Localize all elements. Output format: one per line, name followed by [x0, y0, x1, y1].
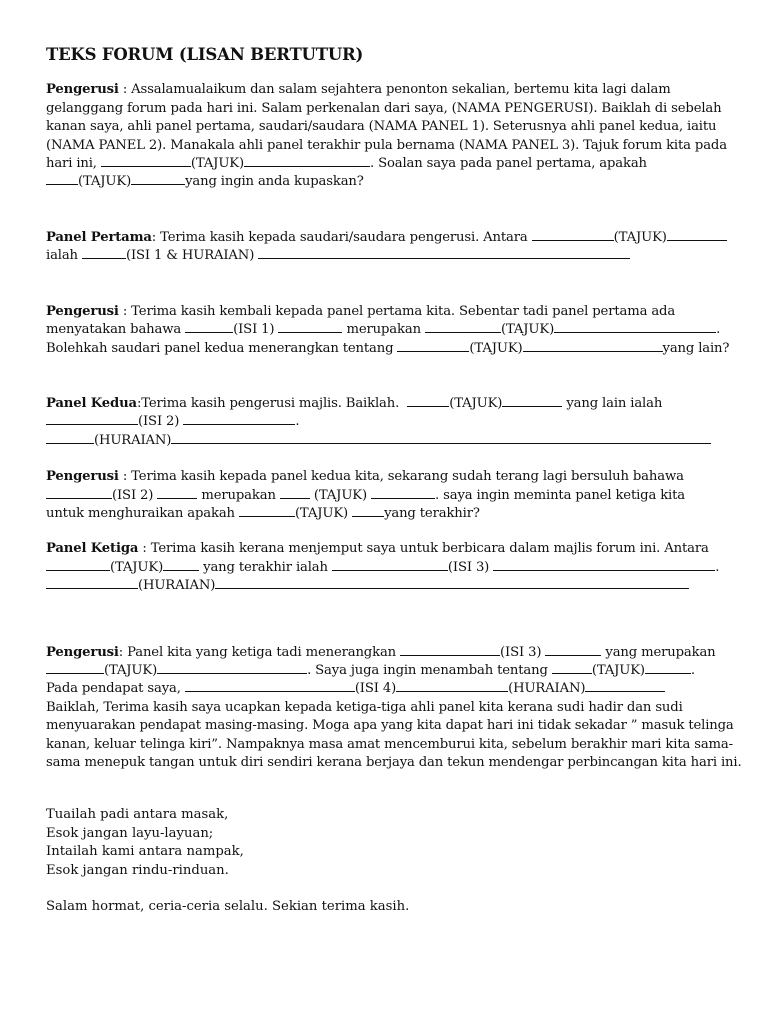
blank-line — [244, 155, 370, 167]
placeholder-tajuk: (TAJUK) — [104, 662, 158, 678]
placeholder-tajuk: (TAJUK) — [294, 505, 349, 521]
text: : Terima kasih kepada panel kedua kita, sekarang sudah terang lagi bersuluh bahawa — [122, 469, 684, 485]
blank-line — [532, 229, 614, 241]
blank-line — [554, 321, 716, 333]
text: yang terakhir ialah — [203, 559, 328, 575]
text: gelanggang forum pada hari ini. Salam perkenalan dari saya, (NAMA PENGERUSI). Baiklah di sebelah — [46, 100, 722, 116]
text: yang merupakan — [605, 644, 716, 660]
blank-line — [407, 395, 449, 407]
text: merupakan — [346, 322, 421, 338]
text: kanan, keluar telinga kiri”. Nampaknya masa amat mencemburui kita, sebelum berakhir mari kita sama- — [46, 736, 733, 752]
paragraph-panel-kedua — [46, 395, 728, 450]
text: . — [715, 559, 720, 575]
text: . — [690, 662, 695, 678]
blank-line — [667, 229, 727, 241]
placeholder-tajuk: (TAJUK) — [500, 322, 555, 338]
placeholder-isi: (ISI 2) — [112, 487, 154, 503]
text: yang ingin anda kupaskan? — [185, 174, 364, 190]
blank-line — [552, 662, 592, 674]
blank-line — [163, 559, 199, 571]
text: menyuarakan pendapat masing-masing. Moga apa yang kita dapat hari ini tidak sekadar ” masuk telinga — [46, 718, 734, 734]
speaker-label: Pengerusi — [46, 469, 119, 485]
placeholder-isi: (ISI 2) — [138, 414, 180, 430]
blank-line — [157, 662, 307, 674]
paragraph-panel-pertama — [46, 229, 728, 266]
blank-line — [278, 321, 342, 333]
blank-line — [46, 432, 94, 444]
blank-line — [185, 680, 355, 692]
text: untuk menghuraikan apakah — [46, 505, 235, 521]
blank-line — [585, 680, 665, 692]
text: :Terima kasih pengerusi majlis. Baiklah. — [136, 395, 400, 411]
paragraph-pengerusi-1 — [46, 81, 728, 191]
blank-line — [523, 340, 663, 352]
placeholder-isi: (ISI 1) — [233, 322, 275, 338]
paragraph-pengerusi-3 — [46, 468, 728, 523]
blank-line — [400, 644, 500, 656]
text: (NAMA PANEL 2). Manakala ahli panel terakhir pula bernama (NAMA PANEL 3). Tajuk forum kita pada — [46, 137, 727, 153]
text: hari ini, — [46, 156, 97, 172]
blank-line — [397, 340, 469, 352]
blank-line — [46, 559, 110, 571]
text: yang lain ialah — [566, 395, 663, 411]
blank-line — [425, 321, 501, 333]
speaker-label: Panel Kedua — [46, 395, 137, 411]
blank-line — [46, 487, 112, 499]
text: : Panel kita yang ketiga tadi menerangkan — [118, 644, 396, 660]
placeholder-tajuk: (TAJUK) — [613, 229, 667, 245]
text: . saya ingin meminta panel ketiga kita — [435, 487, 685, 503]
speaker-label: Pengerusi — [46, 82, 119, 98]
placeholder-tajuk: (TAJUK) — [190, 156, 244, 172]
blank-line — [82, 247, 126, 259]
placeholder-tajuk: (TAJUK) — [469, 340, 523, 356]
blank-line — [183, 413, 295, 425]
text: yang lain? — [662, 340, 730, 356]
blank-line — [171, 432, 711, 444]
blank-line — [157, 487, 197, 499]
text: menyatakan bahawa — [46, 322, 182, 338]
blank-line — [239, 505, 295, 517]
speaker-label: Panel Ketiga — [46, 541, 139, 557]
blank-line — [101, 155, 191, 167]
blank-line — [46, 173, 78, 185]
paragraph-panel-ketiga — [46, 540, 728, 595]
pantun-line: Esok jangan rindu-rinduan. — [46, 862, 229, 878]
pantun-line: Intailah kami antara nampak, — [46, 844, 244, 860]
text: yang terakhir? — [384, 505, 480, 521]
blank-line — [131, 173, 185, 185]
text: . — [716, 322, 721, 338]
text: Baiklah, Terima kasih saya ucapkan kepada ketiga-tiga ahli panel kita kerana sudi hadir dan sudi — [46, 699, 683, 715]
text: . Soalan saya pada panel pertama, apakah — [369, 156, 647, 172]
paragraph-pengerusi-4 — [46, 644, 742, 773]
text: : Terima kasih kerana menjemput saya untuk berbicara dalam majlis forum ini. Antara — [142, 541, 709, 557]
blank-line — [645, 662, 691, 674]
text: Bolehkah saudari panel kedua menerangkan tentang — [46, 340, 394, 356]
blank-line — [185, 321, 233, 333]
placeholder-huraian: (HURAIAN) — [138, 578, 216, 594]
placeholder-isi: (ISI 3) — [500, 644, 542, 660]
document-title: TEKS FORUM (LISAN BERTUTUR) — [46, 45, 364, 64]
blank-line — [502, 395, 562, 407]
placeholder-tajuk: (TAJUK) — [110, 559, 164, 575]
pantun — [46, 806, 728, 880]
placeholder-tajuk: (TAJUK) — [591, 662, 645, 678]
placeholder-tajuk: (TAJUK) — [449, 395, 503, 411]
placeholder-huraian: (HURAIAN) — [94, 432, 172, 448]
blank-line — [215, 577, 689, 589]
speaker-label: Pengerusi — [46, 303, 119, 319]
pantun-line: Tuailah padi antara masak, — [46, 807, 229, 823]
blank-line — [46, 577, 138, 589]
blank-line — [258, 247, 630, 259]
text: kanan saya, ahli panel pertama, saudari/saudara (NAMA PANEL 1). Seterusnya ahli panel kedua, iaitu — [46, 119, 717, 135]
blank-line — [280, 487, 310, 499]
placeholder-isi: (ISI 1 & HURAIAN) — [125, 248, 255, 264]
blank-line — [493, 559, 715, 571]
blank-line — [396, 680, 508, 692]
blank-line — [371, 487, 435, 499]
text: merupakan — [201, 487, 276, 503]
text: : Terima kasih kembali kepada panel pertama kita. Sebentar tadi panel pertama ada — [122, 303, 676, 319]
speaker-label: Panel Pertama — [46, 229, 152, 245]
text: sama menepuk tangan untuk diri sendiri kerana berjaya dan tekun mendengar perbincangan kita hari ini. — [46, 755, 742, 770]
placeholder-tajuk: (TAJUK) — [313, 487, 367, 503]
blank-line — [332, 559, 448, 571]
placeholder-tajuk: (TAJUK) — [78, 174, 132, 190]
blank-line — [352, 505, 384, 517]
blank-line — [46, 413, 138, 425]
closing-line: Salam hormat, ceria-ceria selalu. Sekian terima kasih. — [46, 899, 410, 915]
speaker-label: Pengerusi — [46, 644, 119, 660]
text: : Terima kasih kepada saudari/saudara pengerusi. Antara — [151, 229, 528, 245]
placeholder-isi: (ISI 4) — [354, 681, 397, 697]
text: . Saya juga ingin menambah tentang — [307, 662, 548, 678]
placeholder-huraian: (HURAIAN) — [508, 681, 586, 697]
text: . — [295, 414, 300, 430]
paragraph-pengerusi-2 — [46, 303, 728, 358]
text: Pada pendapat saya, — [46, 681, 181, 697]
blank-line — [46, 662, 104, 674]
pantun-line: Esok jangan layu-layuan; — [46, 825, 214, 841]
blank-line — [545, 644, 601, 656]
text: ialah — [46, 248, 78, 264]
text: : Assalamualaikum dan salam sejahtera penonton sekalian, bertemu kita lagi dalam — [122, 82, 671, 98]
placeholder-isi: (ISI 3) — [447, 559, 490, 575]
